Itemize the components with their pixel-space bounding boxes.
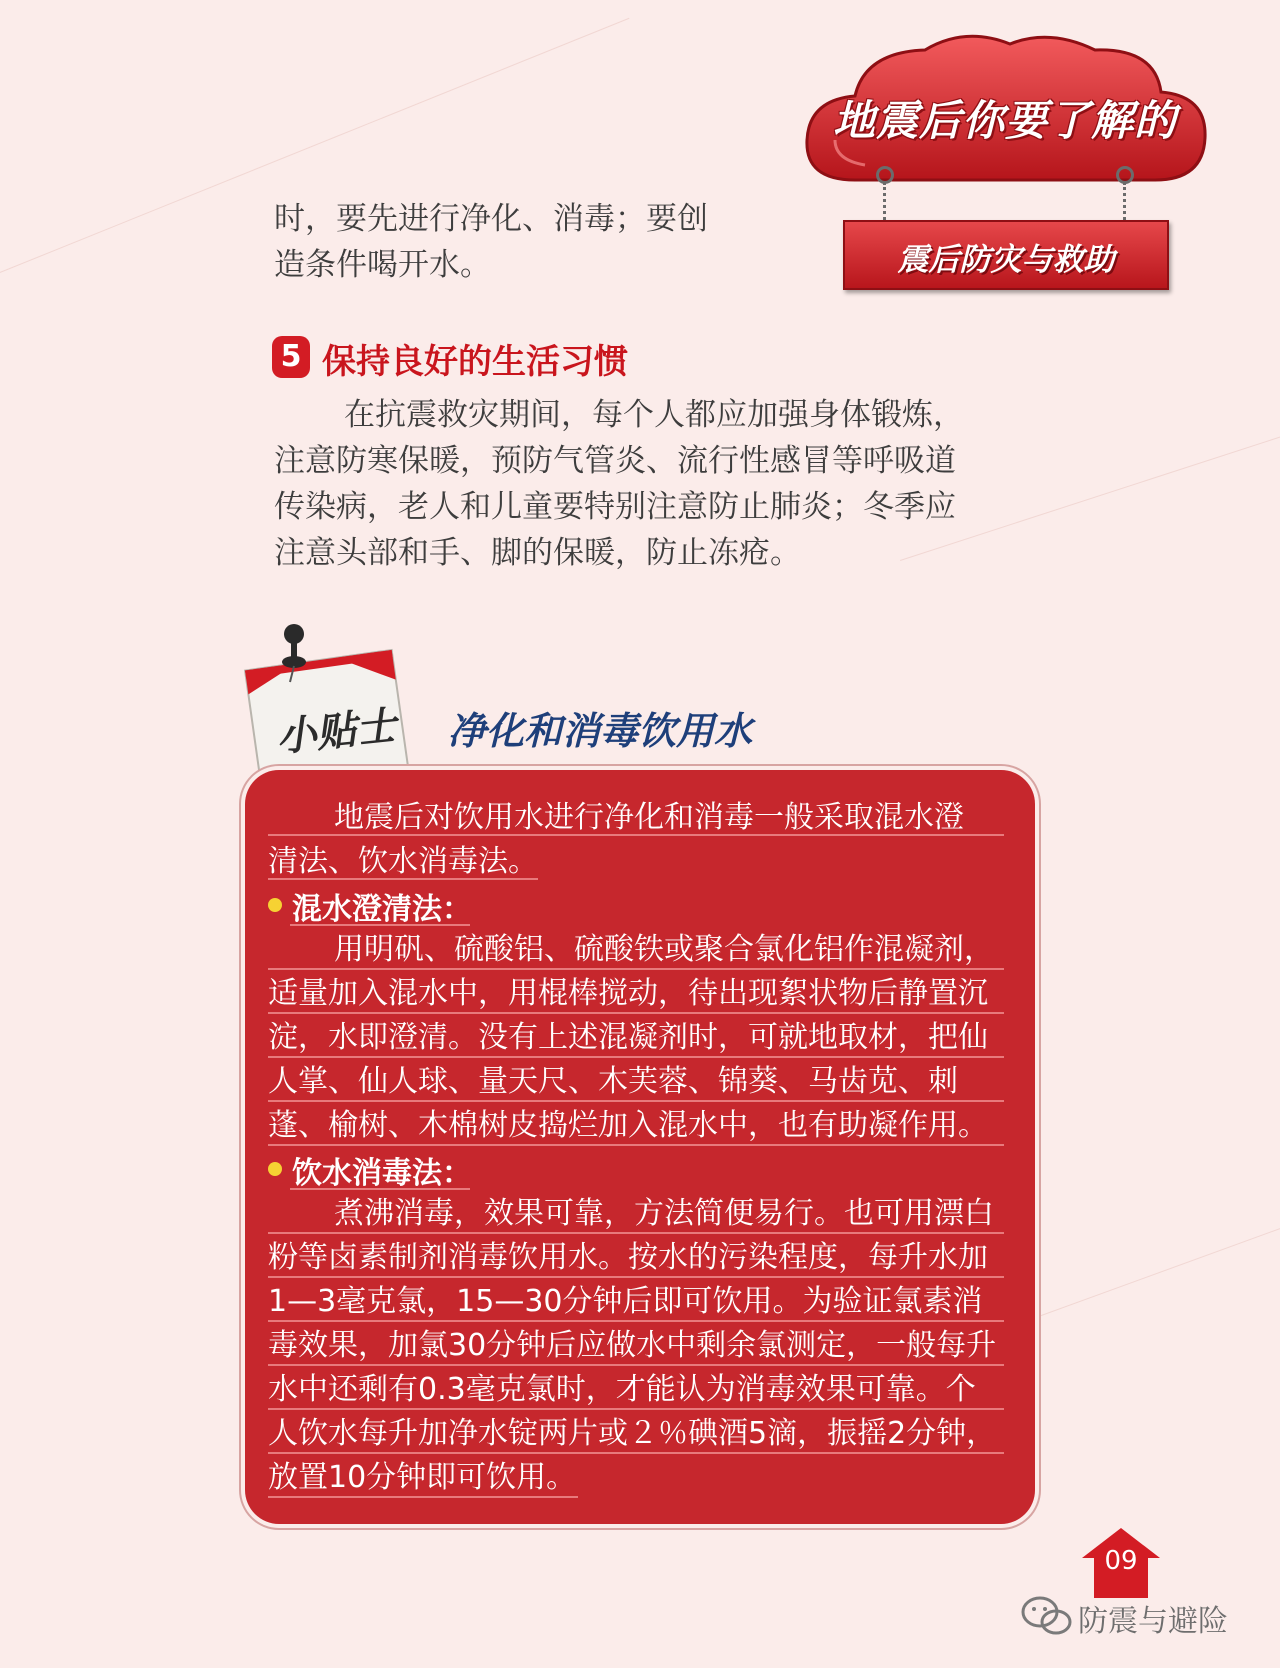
- series-title-sign: [795, 30, 1215, 198]
- text-line: 注意头部和手、脚的保暖，防止冻疮。: [274, 535, 801, 571]
- method-line: 淀，水即澄清。没有上述混凝剂时，可就地取材，把仙: [268, 1020, 988, 1055]
- top-paragraph: [274, 196, 708, 288]
- chapter-title-sign: [843, 220, 1169, 290]
- text-line: 传染病，老人和儿童要特别注意防止肺炎；冬季应: [274, 489, 956, 525]
- text-line: 造条件喝开水。: [274, 247, 491, 283]
- bullet-icon: [268, 1162, 282, 1176]
- text-line: 在抗震救灾期间，每个人都应加强身体锻炼，: [344, 397, 964, 433]
- chapter-title: 震后防灾与救助: [897, 242, 1115, 278]
- method-line: 人掌、仙人球、量天尺、木芙蓉、锦葵、马齿苋、刺: [268, 1064, 958, 1099]
- method-line: 粉等卤素制剂消毒饮用水。按水的污染程度，每升水加: [268, 1240, 988, 1275]
- watermark-text: 防震与避险: [1078, 1604, 1228, 1639]
- text-line: 时，要先进行净化、消毒；要创: [274, 201, 708, 237]
- section-paragraph: [274, 392, 964, 576]
- section-number-badge: 5: [272, 336, 310, 378]
- method-line: 水中还剩有0.3毫克氯时，才能认为消毒效果可靠。个: [268, 1372, 976, 1407]
- method-line: 煮沸消毒，效果可靠，方法简便易行。也可用漂白: [334, 1196, 994, 1231]
- method-line: 毒效果，加氯30分钟后应做水中剩余氯测定，一般每升: [268, 1328, 997, 1363]
- page-number: 09: [1104, 1546, 1138, 1576]
- method-line: 放置10分钟即可饮用。: [268, 1460, 577, 1495]
- background-line: [1000, 1227, 1280, 1331]
- method-line: 适量加入混水中，用棍棒搅动，待出现絮状物后静置沉: [268, 976, 988, 1011]
- tip-intro-line: 清法、饮水消毒法。: [268, 844, 538, 879]
- tip-badge-label: 小贴士: [274, 702, 399, 762]
- method-line: 人饮水每升加净水锭两片或２％碘酒5滴，振摇2分钟，: [268, 1416, 997, 1451]
- method-heading: 混水澄清法：: [292, 892, 472, 927]
- chain: [1123, 182, 1126, 220]
- method-heading: 饮水消毒法：: [292, 1156, 472, 1191]
- bullet-icon: [268, 898, 282, 912]
- text-line: 注意防寒保暖，预防气管炎、流行性感冒等呼吸道: [274, 443, 956, 479]
- section-title: 保持良好的生活习惯: [322, 342, 628, 382]
- method-line: 蓬、榆树、木棉树皮捣烂加入混水中，也有助凝作用。: [268, 1108, 988, 1143]
- tip-intro-line: 地震后对饮用水进行净化和消毒一般采取混水澄: [334, 800, 964, 835]
- tip-title: 净化和消毒饮用水: [448, 709, 753, 753]
- method-line: 用明矾、硫酸铝、硫酸铁或聚合氯化铝作混凝剂，: [334, 932, 994, 967]
- chain: [883, 182, 886, 220]
- wechat-icon: [1020, 1594, 1074, 1638]
- series-title: 地震后你要了解的: [832, 96, 1177, 145]
- pushpin-icon: [272, 620, 322, 690]
- method-line: 1—3毫克氯，15—30分钟后即可饮用。为验证氯素消: [268, 1284, 983, 1319]
